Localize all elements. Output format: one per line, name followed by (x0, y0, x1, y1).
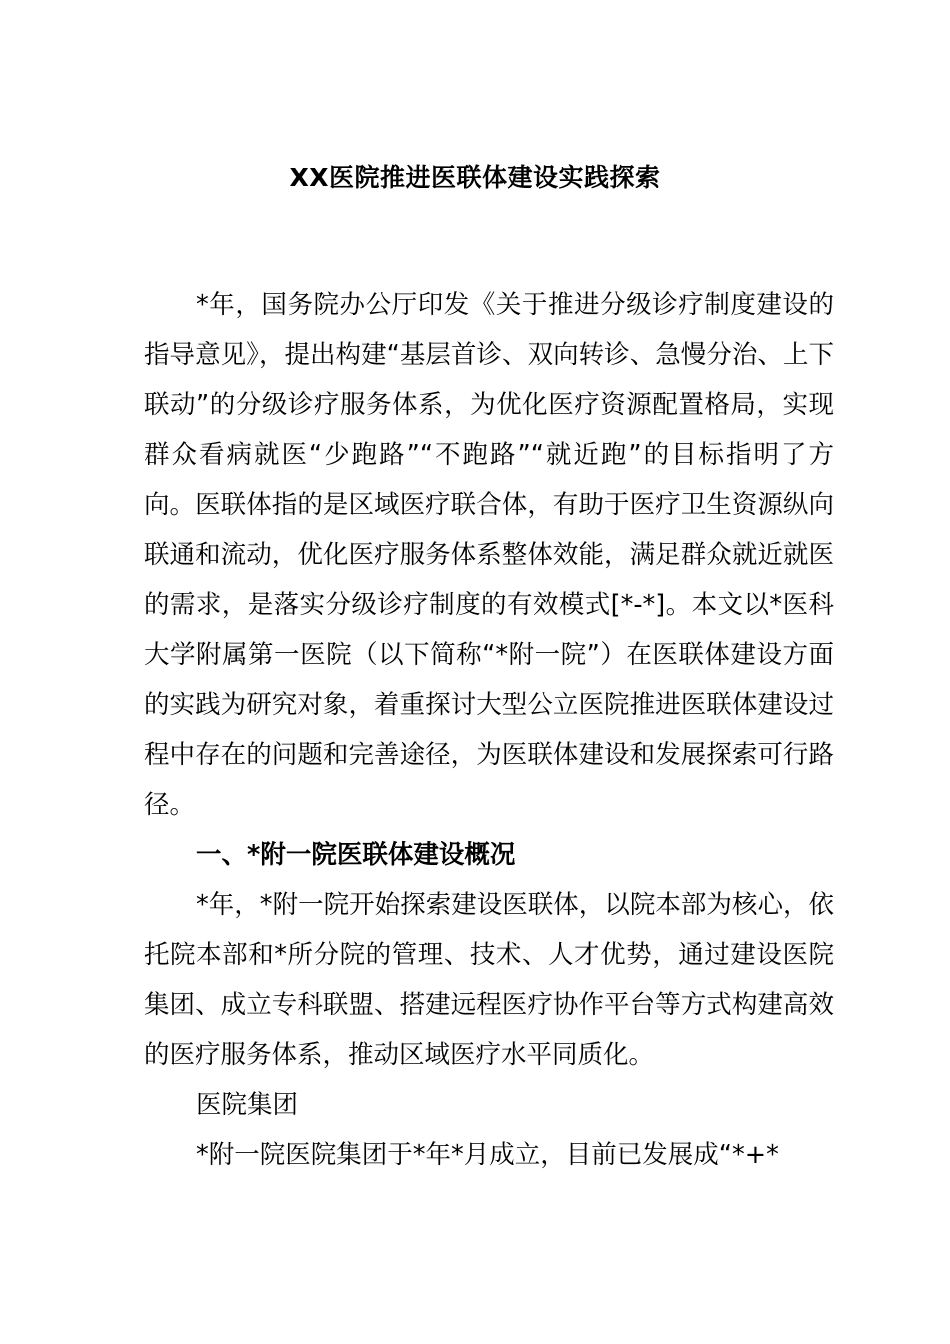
subsection-heading: 医院集团 (196, 1090, 299, 1120)
document-title: XX医院推进医联体建设实践探索 (289, 163, 661, 192)
section-paragraph: *年，*附一院开始探索建设医联体，以院本部为核心，依托院本部和*所分院的管理、技术、人才优势，通过建设医院集团、成立专科联盟、搭建远程医疗协作平台等方式构建高效的医疗服务体系，推动区域医疗水平同质化。 (144, 890, 834, 1070)
intro-paragraph: *年，国务院办公厅印发《关于推进分级诊疗制度建设的指导意见》，提出构建“基层首诊、双向转诊、急慢分治、上下联动”的分级诊疗服务体系，为优化医疗资源配置格局，实现群众看病就医“少跑路”“不跑路”“就近跑”的目标指明了方向。医联体指的是区域医疗联合体，有助于医疗卫生资源纵向联通和流动，优化医疗服务体系整体效能，满足群众就近就医的需求，是落实分级诊疗制度的有效模式[*-*]。本文以*医科大学附属第一医院（以下简称“*附一院”）在医联体建设方面的实践为研究对象，着重探讨大型公立医院推进医联体建设过程中存在的问题和完善途径，为医联体建设和发展探索可行路径。 (144, 290, 834, 820)
document-body (144, 280, 834, 1180)
subsection-paragraph: *附一院医院集团于*年*月成立，目前已发展成“*+* (196, 1140, 779, 1170)
section-heading: 一、*附一院医联体建设概况 (196, 840, 516, 870)
